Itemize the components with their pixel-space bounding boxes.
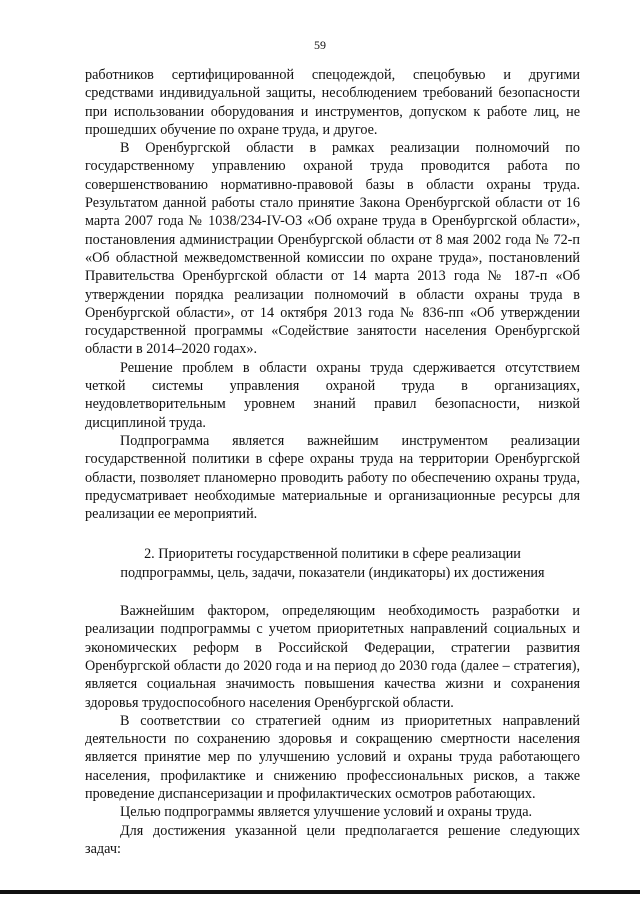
paragraph-continuation: работников сертифицированной спецодеждой, спецобувью и другими средствами индивидуальной защиты, несоблюдением требований безопасности при использовании оборудования и инструментов, допуском к работе лиц, не прошедших обучение по охране труда, и другое. (85, 67, 580, 138)
paragraph-tasks-intro: Для достижения указанной цели предполагается решение следующих задач: (85, 822, 580, 857)
section-heading-line-2: подпрограммы, цель, задачи, показатели (индикаторы) их достижения (120, 564, 545, 581)
page-bottom-rule (0, 890, 640, 894)
paragraph-legislation: В Оренбургской области в рамках реализации полномочий по государственному управлению охраной труда проводится работа по совершенствованию нормативно-правовой базы в области охраны труда. Результатом данной работы стало принятие Закона Оренбургской области от 16 марта 2007 года № 1038/234-IV-ОЗ «Об охране труда в Оренбургской области», постановления администрации Оренбургской области от 8 мая 2002 года № 72-п «Об областной межведомственной комиссии по охране труда», постановлений Правительства Оренбургской области от 14 марта 2013 года № 187-п «Об утверждении порядка реализации полномочий в области охраны труда в Оренбургской области», от 14 октября 2013 года № 836-пп «Об утверждении государственной программы «Содействие занятости населения Оренбургской области в 2014–2020 годах». (85, 140, 580, 358)
paragraph-subprogram-role: Подпрограмма является важнейшим инструментом реализации государственной политики в сфере охраны труда на территории Оренбургской области, позволяет планомерно проводить работу по обеспечению охраны труда, предусматривает необходимые материальные и организационные ресурсы для реализации ее мероприятий. (85, 432, 580, 523)
section-heading-line-1: 2. Приоритеты государственной политики в сфере реализации (144, 546, 521, 563)
paragraph-strategy: В соответствии со стратегией одним из приоритетных направлений деятельности по сохранению здоровья и сокращению смертности населения является принятие мер по улучшению условий и охраны труда работающего населения, профилактике и снижению профессиональных рисков, а также проведение диспансеризации и профилактических осмотров работающих. (85, 712, 580, 802)
section-heading (85, 545, 580, 582)
paragraph-problems: Решение проблем в области охраны труда сдерживается отсутствием четкой системы управления охраной труда в организациях, неудовлетворительным уровнем знаний правил безопасности, низкой дисциплиной труда. (85, 359, 580, 431)
document-body (85, 66, 580, 858)
page-number: 59 (314, 38, 326, 52)
paragraph-key-factor: Важнейшим фактором, определяющим необходимость разработки и реализации подпрограммы с учетом приоритетных направлений социальных и экономических реформ в Российской Федерации, стратегии развития Оренбургской области до 2020 года и на период до 2030 года (далее – стратегия), является социальная значимость повышения качества жизни и сохранения здоровья трудоспособного населения Оренбургской области. (85, 603, 580, 711)
paragraph-goal: Целью подпрограммы является улучшение условий и охраны труда. (120, 804, 533, 821)
